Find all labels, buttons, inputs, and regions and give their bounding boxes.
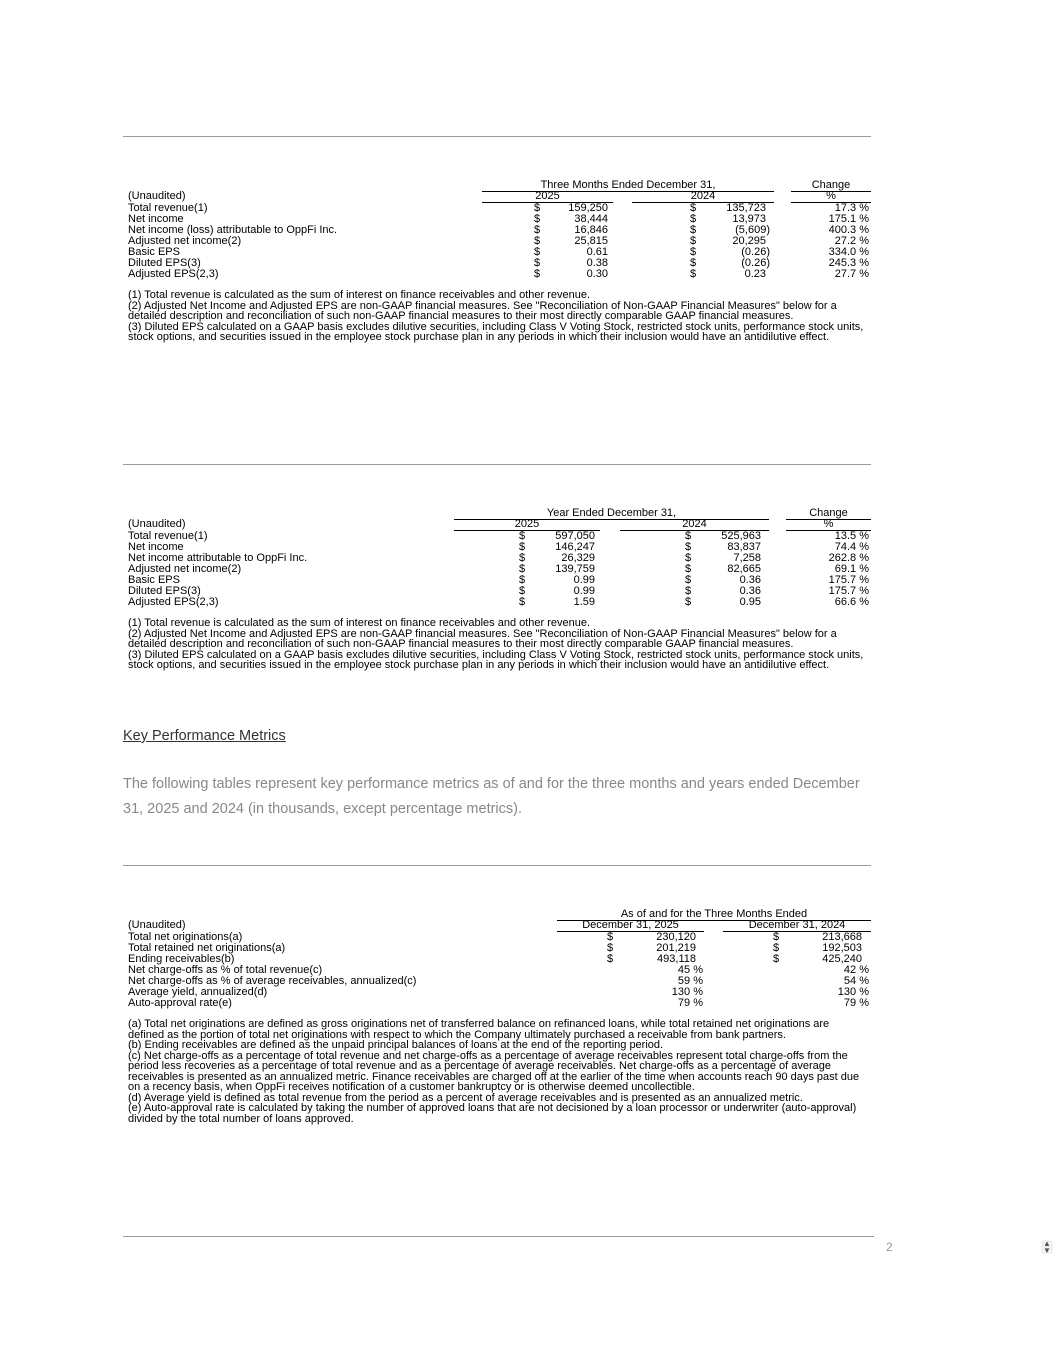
period-header: As of and for the Three Months Ended bbox=[557, 909, 871, 921]
row-label: Adjusted EPS(2,3) bbox=[128, 596, 219, 608]
row-label: Adjusted net income(2) bbox=[128, 563, 242, 575]
currency: $ bbox=[534, 235, 541, 247]
footnote: (2) Adjusted Net Income and Adjusted EPS are non-GAAP financial measures. See "Reconciliation of Non-GAAP Financial Measures" below for a detailed description and reconciliation of such non-GAAP financial measures to their most directly comparable GAAP financial measures. bbox=[128, 627, 837, 650]
value-2024: (0.26) bbox=[741, 257, 770, 269]
value-2025: 493,118 bbox=[657, 953, 696, 965]
row-label: Adjusted net income(2) bbox=[128, 235, 242, 247]
table-row bbox=[123, 269, 873, 280]
currency: $ bbox=[534, 202, 541, 214]
value-2025: 146,247 bbox=[555, 541, 595, 553]
table-row bbox=[123, 943, 873, 954]
value-2025: 0.99 bbox=[573, 585, 595, 597]
currency: $ bbox=[534, 268, 541, 280]
row-label: Total net originations(a) bbox=[128, 931, 243, 943]
change-value: 69.1 % bbox=[834, 563, 869, 575]
value-2025: 139,759 bbox=[555, 563, 595, 575]
currency: $ bbox=[690, 268, 697, 280]
row-label: Total revenue(1) bbox=[128, 202, 208, 214]
value-2024: 54 % bbox=[843, 975, 869, 987]
unaudited-label: (Unaudited) bbox=[128, 518, 186, 530]
col-pct: % bbox=[786, 519, 871, 531]
section-paragraph: The following tables represent key performance metrics as of and for the three months and years ended December 31, 2025 and 2024 (in thousands, except percentage metrics). bbox=[123, 776, 860, 817]
value-2024: 79 % bbox=[843, 997, 869, 1009]
value-2024: 0.23 bbox=[744, 268, 766, 280]
value-2025: 59 % bbox=[677, 975, 703, 987]
change-value: 245.3 % bbox=[828, 257, 869, 269]
value-2024: 0.95 bbox=[739, 596, 761, 608]
value-2025: 230,120 bbox=[656, 931, 696, 943]
row-label: Net income bbox=[128, 213, 184, 225]
currency: $ bbox=[534, 257, 541, 269]
row-label: Basic EPS bbox=[128, 574, 180, 586]
value-2024: 42 % bbox=[843, 964, 869, 976]
row-label: Net income attributable to OppFi Inc. bbox=[128, 552, 308, 564]
change-value: 175.7 % bbox=[828, 585, 869, 597]
header-row bbox=[123, 191, 873, 202]
currency: $ bbox=[519, 574, 526, 586]
row-label: Net charge-offs as % of total revenue(c) bbox=[128, 964, 323, 976]
change-header: Change bbox=[791, 180, 871, 192]
section-divider bbox=[123, 464, 871, 465]
footnotes bbox=[128, 290, 868, 343]
currency: $ bbox=[690, 246, 697, 258]
currency: $ bbox=[519, 563, 526, 575]
col-2025: 2025 bbox=[454, 519, 600, 531]
table-row bbox=[123, 998, 873, 1009]
period-header: Year Ended December 31, bbox=[454, 508, 769, 520]
currency: $ bbox=[685, 541, 692, 553]
currency: $ bbox=[534, 213, 541, 225]
value-2025: 45 % bbox=[677, 964, 703, 976]
footnote: (3) Diluted EPS calculated on a GAAP basis excludes dilutive securities, including Class V Voting Stock, restricted stock units, performance stock units, stock options, and securities issued in the employee stock purchase plan in any periods in which their inclusion would have an antidilutive effect. bbox=[128, 320, 864, 343]
value-2025: 25,815 bbox=[574, 235, 608, 247]
change-value: 27.7 % bbox=[834, 268, 869, 280]
currency: $ bbox=[690, 213, 697, 225]
value-2025: 0.61 bbox=[586, 246, 608, 258]
currency: $ bbox=[519, 596, 526, 608]
value-2025: 0.30 bbox=[586, 268, 608, 280]
footer-divider bbox=[123, 1236, 874, 1237]
value-2025: 16,846 bbox=[574, 224, 608, 236]
value-2025: 0.38 bbox=[586, 257, 608, 269]
change-value: 13.5 % bbox=[834, 530, 869, 542]
section-divider bbox=[123, 865, 871, 866]
currency: $ bbox=[685, 530, 692, 542]
value-2025: 159,250 bbox=[568, 202, 608, 214]
row-label: Net income (loss) attributable to OppFi Inc. bbox=[128, 224, 338, 236]
footnote: (e) Auto-approval rate is calculated by taking the number of approved loans that are not decisioned by a loan processor or underwriter (auto-approval) divided by the total number of loans approved. bbox=[128, 1102, 857, 1125]
value-2024: 213,668 bbox=[822, 931, 862, 943]
change-value: 175.1 % bbox=[828, 213, 869, 225]
currency: $ bbox=[685, 552, 692, 564]
value-2024: 135,723 bbox=[726, 202, 766, 214]
row-label: Basic EPS bbox=[128, 246, 180, 258]
value-2024: 13,973 bbox=[732, 213, 766, 225]
footnote: (d) Average yield is defined as total revenue from the period as a percent of average receivables and is presented as an annualized metric. bbox=[128, 1091, 803, 1104]
table-row bbox=[123, 597, 873, 608]
currency: $ bbox=[685, 596, 692, 608]
currency: $ bbox=[607, 942, 614, 954]
section-title: Key Performance Metrics bbox=[123, 728, 286, 744]
col-dec-2024: December 31, 2024 bbox=[723, 920, 871, 932]
currency: $ bbox=[685, 574, 692, 586]
scroll-arrows-icon[interactable]: ▲ ▼ bbox=[1041, 1240, 1053, 1254]
row-label: Total revenue(1) bbox=[128, 530, 208, 542]
col-2024: 2024 bbox=[632, 191, 774, 203]
value-2025: 1.59 bbox=[573, 596, 595, 608]
change-value: 74.4 % bbox=[834, 541, 869, 553]
value-2025: 130 % bbox=[671, 986, 703, 998]
unaudited-label: (Unaudited) bbox=[128, 190, 186, 202]
value-2025: 26,329 bbox=[561, 552, 595, 564]
value-2024: (5,609) bbox=[735, 224, 770, 236]
currency: $ bbox=[773, 953, 780, 965]
value-2024: (0.26) bbox=[741, 246, 770, 258]
col-dec-2025: December 31, 2025 bbox=[557, 920, 704, 932]
currency: $ bbox=[773, 942, 780, 954]
currency: $ bbox=[773, 931, 780, 943]
footnotes bbox=[128, 618, 868, 671]
currency: $ bbox=[519, 585, 526, 597]
currency: $ bbox=[690, 224, 697, 236]
footnote: (3) Diluted EPS calculated on a GAAP basis excludes dilutive securities, including Class V Voting Stock, restricted stock units, performance stock units, stock options, and securities issued in the employee stock purchase plan in any periods in which their inclusion would have an antidilutive effect. bbox=[128, 648, 864, 671]
currency: $ bbox=[685, 563, 692, 575]
row-label: Auto-approval rate(e) bbox=[128, 997, 232, 1009]
value-2024: 83,837 bbox=[727, 541, 761, 553]
currency: $ bbox=[690, 257, 697, 269]
change-value: 27.2 % bbox=[834, 235, 869, 247]
unaudited-label: (Unaudited) bbox=[128, 919, 186, 931]
footnote: (c) Net charge-offs as a percentage of total revenue and net charge-offs as a percentage of average receivables represent total charge-offs from the period less recoveries as a percentage of total revenue and as a percentage of average receivables. Net charge-offs as a percentage of average receivables is presented as an annualized metric. Finance receivables are charged off at the earlier of the time when accounts reach 90 days past due on a recency basis, when OppFi receives notification of a customer bankruptcy or is otherwise deemed uncollectible. bbox=[128, 1049, 860, 1093]
value-2024: 82,665 bbox=[727, 563, 761, 575]
header-row bbox=[123, 519, 873, 530]
footnote: (2) Adjusted Net Income and Adjusted EPS are non-GAAP financial measures. See "Reconciliation of Non-GAAP Financial Measures" below for a detailed description and reconciliation of such non-GAAP financial measures to their most directly comparable GAAP financial measures. bbox=[128, 299, 837, 322]
value-2025: 597,050 bbox=[555, 530, 595, 542]
row-label: Total retained net originations(a) bbox=[128, 942, 286, 954]
table-row bbox=[123, 987, 873, 998]
value-2024: 20,295 bbox=[732, 235, 766, 247]
footnotes bbox=[128, 1019, 868, 1124]
currency: $ bbox=[690, 235, 697, 247]
change-value: 262.8 % bbox=[828, 552, 869, 564]
footnote: (a) Total net originations are defined as gross originations net of transferred balance on refinanced loans, while total retained net originations are defined as the portion of total net originations with respect to which the Company ultimately purchased a receivable from bank partners. bbox=[128, 1018, 830, 1041]
value-2025: 201,219 bbox=[656, 942, 696, 954]
currency: $ bbox=[685, 585, 692, 597]
change-header: Change bbox=[786, 508, 871, 520]
col-2025: 2025 bbox=[482, 191, 613, 203]
row-label: Diluted EPS(3) bbox=[128, 585, 201, 597]
value-2024: 425,240 bbox=[822, 953, 862, 965]
change-value: 66.6 % bbox=[834, 596, 869, 608]
row-label: Ending receivables(b) bbox=[128, 953, 235, 965]
page-number: 2 bbox=[886, 1240, 893, 1254]
footnote: (1) Total revenue is calculated as the sum of interest on finance receivables and other revenue. bbox=[128, 617, 591, 629]
col-pct: % bbox=[791, 191, 871, 203]
value-2025: 38,444 bbox=[574, 213, 608, 225]
col-2024: 2024 bbox=[620, 519, 769, 531]
value-2024: 192,503 bbox=[822, 942, 862, 954]
change-value: 17.3 % bbox=[834, 202, 869, 214]
currency: $ bbox=[519, 541, 526, 553]
section-divider bbox=[123, 136, 871, 137]
currency: $ bbox=[519, 530, 526, 542]
row-label: Diluted EPS(3) bbox=[128, 257, 201, 269]
change-value: 400.3 % bbox=[828, 224, 869, 236]
value-2024: 0.36 bbox=[739, 585, 761, 597]
row-label: Net charge-offs as % of average receivables, annualized(c) bbox=[128, 975, 417, 987]
value-2024: 7,258 bbox=[733, 552, 761, 564]
currency: $ bbox=[607, 953, 614, 965]
value-2024: 130 % bbox=[837, 986, 869, 998]
header-row bbox=[123, 920, 873, 931]
value-2024: 525,963 bbox=[721, 530, 761, 542]
value-2025: 79 % bbox=[677, 997, 703, 1009]
change-value: 334.0 % bbox=[828, 246, 869, 258]
row-label: Average yield, annualized(d) bbox=[128, 986, 268, 998]
currency: $ bbox=[607, 931, 614, 943]
currency: $ bbox=[690, 202, 697, 214]
row-label: Adjusted EPS(2,3) bbox=[128, 268, 219, 280]
footnote: (b) Ending receivables are defined as the unpaid principal balances of loans at the end of the reporting period. bbox=[128, 1039, 664, 1051]
value-2024: 0.36 bbox=[739, 574, 761, 586]
footnote: (1) Total revenue is calculated as the sum of interest on finance receivables and other revenue. bbox=[128, 289, 591, 301]
period-header: Three Months Ended December 31, bbox=[482, 180, 774, 192]
currency: $ bbox=[534, 246, 541, 258]
currency: $ bbox=[534, 224, 541, 236]
value-2025: 0.99 bbox=[573, 574, 595, 586]
row-label: Net income bbox=[128, 541, 184, 553]
currency: $ bbox=[519, 552, 526, 564]
change-value: 175.7 % bbox=[828, 574, 869, 586]
